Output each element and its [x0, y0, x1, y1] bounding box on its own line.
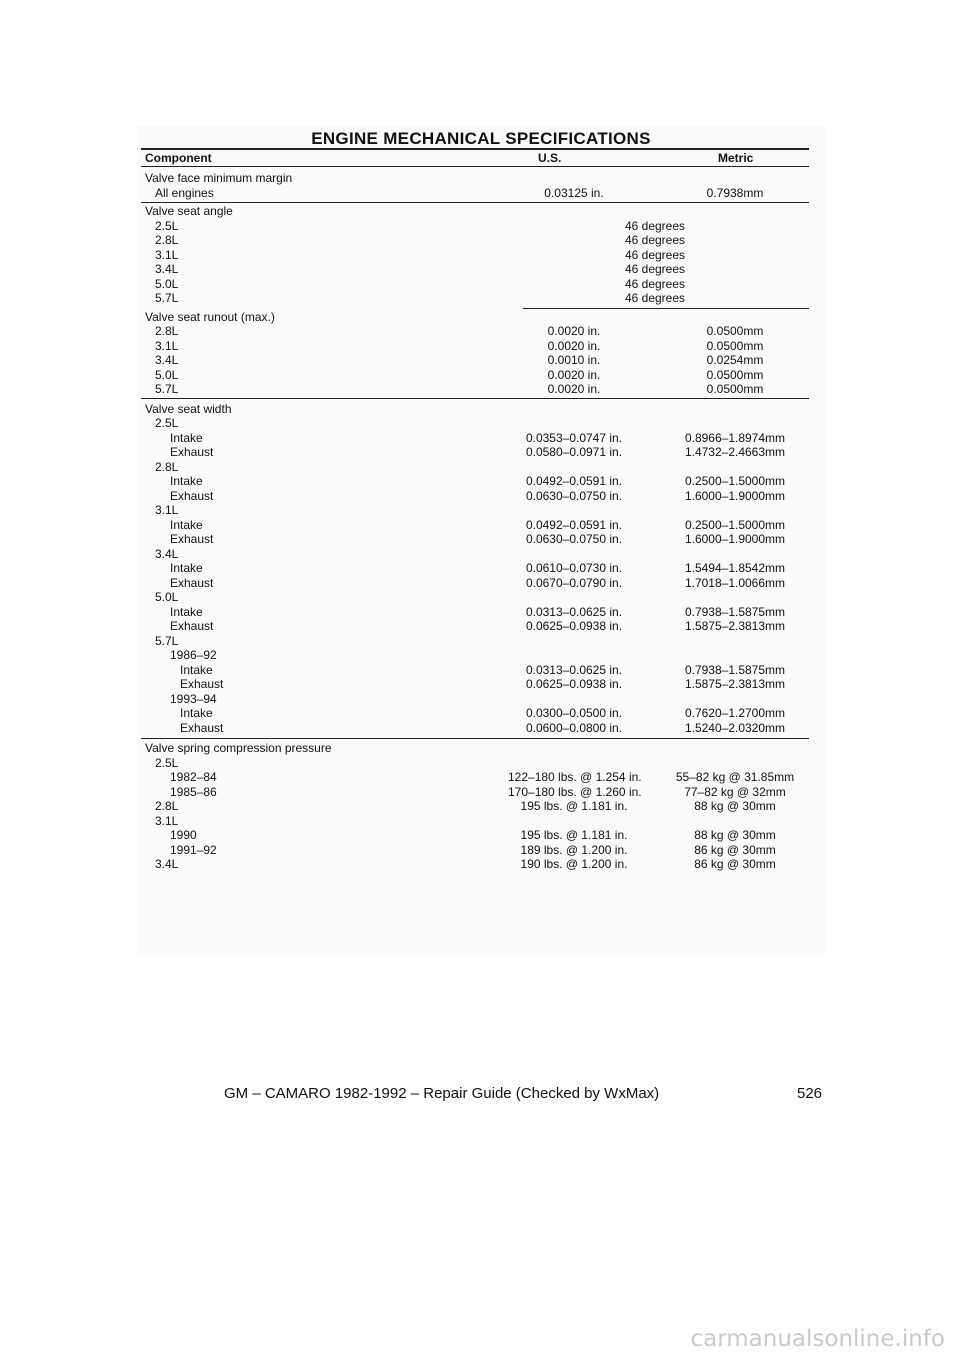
component-label: Exhaust [170, 619, 214, 633]
section-heading: Valve seat angle [145, 204, 233, 218]
metric-value: 0.0254mm [706, 353, 764, 367]
us-value: 195 lbs. @ 1.181 in. [520, 799, 628, 813]
table-row [0, 770, 960, 785]
component-label: Exhaust [170, 489, 214, 503]
us-value: 0.0610–0.0730 in. [525, 561, 623, 575]
component-label: 3.4L [155, 262, 179, 276]
table-row [0, 756, 960, 771]
table-row [0, 474, 960, 489]
section-heading: Valve spring compression pressure [145, 741, 332, 755]
table-row [0, 445, 960, 460]
spec-value: 46 degrees [624, 233, 686, 247]
table-row [0, 219, 960, 234]
section-heading: Valve face minimum margin [145, 171, 293, 185]
table-row [0, 277, 960, 292]
spec-value: 46 degrees [624, 291, 686, 305]
table-row [0, 605, 960, 620]
table-row [0, 186, 960, 201]
table-row [0, 547, 960, 562]
us-value: 189 lbs. @ 1.200 in. [520, 843, 628, 857]
table-row [0, 648, 960, 663]
table-row [0, 741, 960, 756]
component-label: 2.5L [155, 756, 179, 770]
component-label: Exhaust [170, 445, 214, 459]
table-row [0, 828, 960, 843]
us-value: 0.0020 in. [547, 324, 601, 338]
us-value: 122–180 lbs. @ 1.254 in. [508, 770, 642, 784]
table-row [0, 262, 960, 277]
metric-value: 1.5240–2.0320mm [684, 721, 786, 735]
metric-value: 0.2500–1.5000mm [684, 474, 786, 488]
metric-value: 0.0500mm [706, 339, 764, 353]
us-value: 0.0600–0.0800 in. [525, 721, 623, 735]
table-row [0, 706, 960, 721]
us-value: 0.0020 in. [547, 339, 601, 353]
component-label: 2.5L [155, 416, 179, 430]
component-label: Intake [170, 561, 203, 575]
metric-value: 1.6000–1.9000mm [684, 489, 786, 503]
spec-value: 46 degrees [624, 248, 686, 262]
component-label: Intake [170, 474, 203, 488]
us-value: 0.0020 in. [547, 382, 601, 396]
component-label: 2.8L [155, 324, 179, 338]
us-value: 0.0625–0.0938 in. [525, 677, 623, 691]
component-label: 1982–84 [170, 770, 217, 784]
table-row [0, 291, 960, 306]
us-value: 0.0313–0.0625 in. [525, 663, 623, 677]
header-us: U.S. [538, 151, 562, 165]
table-row [0, 382, 960, 397]
metric-value: 0.0500mm [706, 324, 764, 338]
table-row [0, 489, 960, 504]
metric-value: 0.7620–1.2700mm [684, 706, 786, 720]
metric-value: 1.5875–2.3813mm [684, 677, 786, 691]
metric-value: 88 kg @ 30mm [694, 799, 776, 813]
table-row [0, 248, 960, 263]
us-value: 0.0313–0.0625 in. [525, 605, 623, 619]
component-label: Exhaust [170, 576, 214, 590]
component-label: 5.7L [155, 291, 179, 305]
table-row [0, 561, 960, 576]
metric-value: 0.7938–1.5875mm [684, 605, 786, 619]
component-label: Intake [180, 663, 213, 677]
table-row [0, 431, 960, 446]
component-label: 5.0L [155, 368, 179, 382]
us-value: 0.0630–0.0750 in. [525, 532, 623, 546]
component-label: 3.1L [155, 814, 179, 828]
us-value: 0.0020 in. [547, 368, 601, 382]
us-value: 0.0492–0.0591 in. [525, 518, 623, 532]
component-label: 3.1L [155, 248, 179, 262]
table-row [0, 692, 960, 707]
table-row [0, 324, 960, 339]
us-value: 0.0353–0.0747 in. [525, 431, 623, 445]
component-label: 3.4L [155, 547, 179, 561]
us-value: 170–180 lbs. @ 1.260 in. [508, 785, 642, 799]
component-label: 1993–94 [170, 692, 217, 706]
us-value: 0.0625–0.0938 in. [525, 619, 623, 633]
table-row [0, 171, 960, 186]
us-value: 0.0010 in. [547, 353, 601, 367]
metric-value: 55–82 kg @ 31.85mm [675, 770, 795, 784]
metric-value: 0.0500mm [706, 382, 764, 396]
metric-value: 0.7938–1.5875mm [684, 663, 786, 677]
table-row [0, 310, 960, 325]
component-label: 3.1L [155, 503, 179, 517]
component-label: 5.7L [155, 634, 179, 648]
table-row [0, 233, 960, 248]
component-label: Exhaust [180, 721, 224, 735]
metric-value: 1.6000–1.9000mm [684, 532, 786, 546]
page-number: 526 [797, 1085, 823, 1102]
table-row [0, 619, 960, 634]
component-label: 3.4L [155, 857, 179, 871]
table-row [0, 663, 960, 678]
component-label: 5.0L [155, 277, 179, 291]
us-value: 0.0670–0.0790 in. [525, 576, 623, 590]
metric-value: 1.4732–2.4663mm [684, 445, 786, 459]
component-label: 5.7L [155, 382, 179, 396]
component-label: Intake [170, 605, 203, 619]
component-label: 2.5L [155, 219, 179, 233]
component-label: 2.8L [155, 233, 179, 247]
us-value: 195 lbs. @ 1.181 in. [520, 828, 628, 842]
section-divider [141, 398, 809, 399]
footer-text: GM – CAMARO 1982-1992 – Repair Guide (Checked by WxMax) [224, 1085, 660, 1102]
metric-value: 1.7018–1.0066mm [684, 576, 786, 590]
component-label: All engines [155, 186, 214, 200]
header-metric: Metric [718, 151, 754, 165]
table-row [0, 677, 960, 692]
component-label: 1986–92 [170, 648, 217, 662]
us-value: 0.0580–0.0971 in. [525, 445, 623, 459]
table-row [0, 857, 960, 872]
metric-value: 86 kg @ 30mm [694, 857, 776, 871]
metric-value: 86 kg @ 30mm [694, 843, 776, 857]
table-row [0, 368, 960, 383]
table-row [0, 460, 960, 475]
component-label: 3.4L [155, 353, 179, 367]
spec-value: 46 degrees [624, 262, 686, 276]
table-row [0, 339, 960, 354]
table-row [0, 532, 960, 547]
component-label: 2.8L [155, 799, 179, 813]
table-row [0, 576, 960, 591]
table-row [0, 814, 960, 829]
title-rule [141, 148, 809, 150]
component-label: 5.0L [155, 590, 179, 604]
metric-value: 1.5494–1.8542mm [684, 561, 786, 575]
component-label: 3.1L [155, 339, 179, 353]
component-label: 1990 [170, 828, 197, 842]
section-heading: Valve seat width [145, 402, 232, 416]
table-row [0, 785, 960, 800]
spec-value: 46 degrees [624, 277, 686, 291]
us-value: 0.0492–0.0591 in. [525, 474, 623, 488]
header-component: Component [145, 151, 212, 165]
component-label: Intake [170, 431, 203, 445]
header-rule [141, 166, 809, 167]
us-value: 0.03125 in. [544, 186, 604, 200]
component-label: Exhaust [180, 677, 224, 691]
component-label: 2.8L [155, 460, 179, 474]
section-heading: Valve seat runout (max.) [145, 310, 275, 324]
table-row [0, 402, 960, 417]
table-row [0, 416, 960, 431]
metric-value: 0.7938mm [706, 186, 764, 200]
section-divider [141, 738, 809, 739]
metric-value: 88 kg @ 30mm [694, 828, 776, 842]
spec-value: 46 degrees [624, 219, 686, 233]
metric-value: 0.2500–1.5000mm [684, 518, 786, 532]
table-row [0, 518, 960, 533]
component-label: Intake [180, 706, 213, 720]
metric-value: 1.5875–2.3813mm [684, 619, 786, 633]
component-label: 1985–86 [170, 785, 217, 799]
component-label: Intake [170, 518, 203, 532]
metric-value: 0.0500mm [706, 368, 764, 382]
us-value: 190 lbs. @ 1.200 in. [520, 857, 628, 871]
us-value: 0.0300–0.0500 in. [525, 706, 623, 720]
us-value: 0.0630–0.0750 in. [525, 489, 623, 503]
component-label: 1991–92 [170, 843, 217, 857]
metric-value: 77–82 kg @ 32mm [684, 785, 786, 799]
watermark: carmanualsonline.info [690, 1326, 945, 1352]
table-row [0, 799, 960, 814]
table-row [0, 843, 960, 858]
page-title: ENGINE MECHANICAL SPECIFICATIONS [311, 129, 651, 148]
section-divider [523, 308, 809, 309]
table-row [0, 503, 960, 518]
section-divider [141, 202, 809, 203]
component-label: Exhaust [170, 532, 214, 546]
table-row [0, 590, 960, 605]
table-row [0, 204, 960, 219]
page-footer [0, 1085, 960, 1105]
table-row [0, 353, 960, 368]
table-row [0, 721, 960, 736]
metric-value: 0.8966–1.8974mm [684, 431, 786, 445]
table-row [0, 634, 960, 649]
